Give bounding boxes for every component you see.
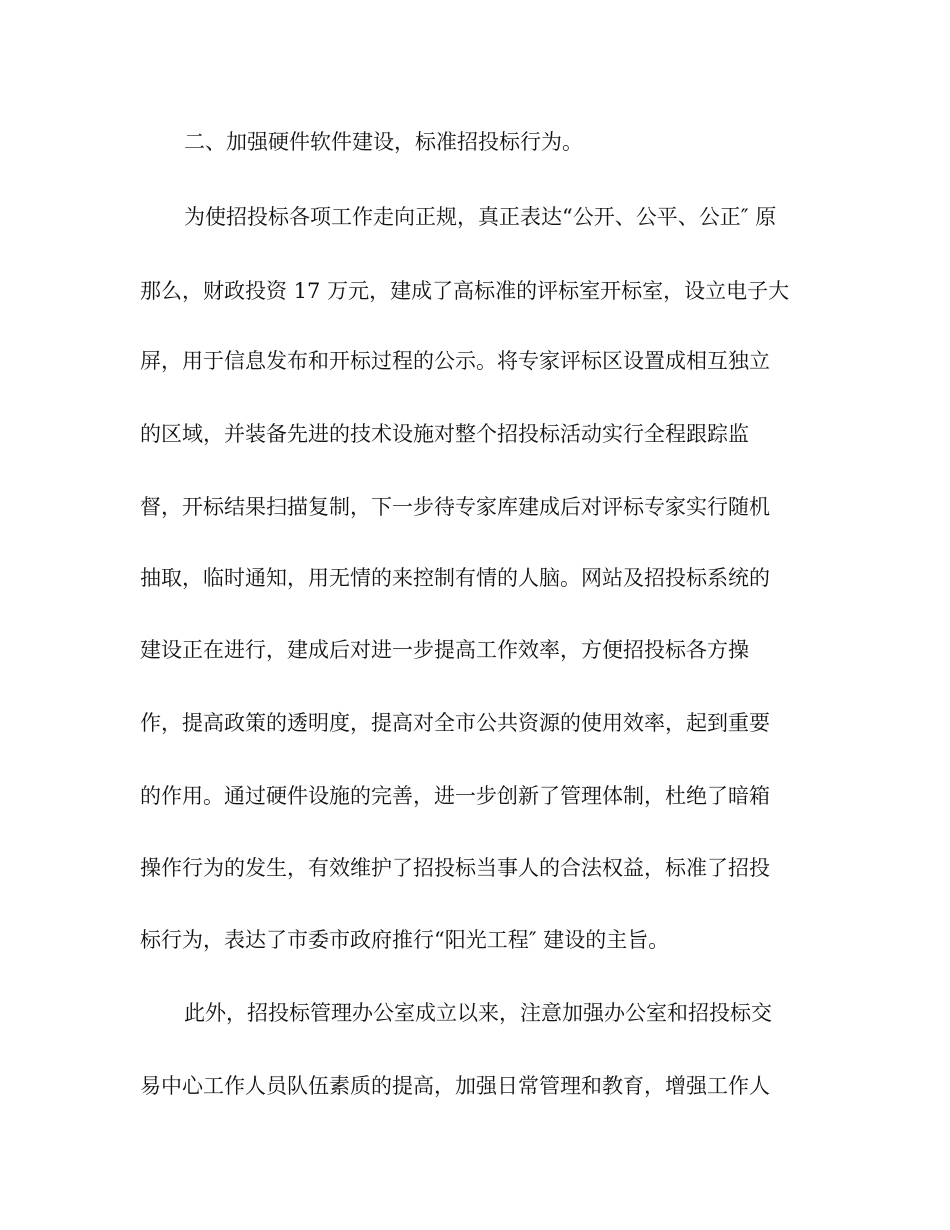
paragraph-line: 易中心工作人员队伍素质的提高，加强日常管理和教育，增强工作人 [140, 1074, 770, 1098]
paragraph-line: 为使招投标各项工作走向正规，真正表达“公开、公平、公正″ 原 [184, 205, 777, 229]
paragraph-line: 抽取，临时通知，用无情的来控制有情的人脑。网站及招投标系统的 [140, 566, 770, 590]
paragraph-line: 那么，财政投资 17 万元，建成了高标准的评标室开标室，设立电子大 [140, 279, 790, 303]
paragraph-line: 操作行为的发生，有效维护了招投标当事人的合法权益，标准了招投 [140, 856, 770, 880]
paragraph-line: 的作用。通过硬件设施的完善，进一步创新了管理体制，杜绝了暗箱 [140, 784, 770, 808]
paragraph-line: 督，开标结果扫描复制，下一步待专家库建成后对评标专家实行随机 [140, 495, 770, 519]
paragraph-line: 标行为，表达了市委市政府推行“阳光工程″ 建设的主旨。 [140, 928, 670, 952]
paragraph-line: 的区域，并装备先进的技术设施对整个招投标活动实行全程跟踪监 [140, 422, 749, 446]
section-heading: 二、加强硬件软件建设，标准招投标行为。 [184, 130, 583, 154]
paragraph-line: 屏，用于信息发布和开标过程的公示。将专家评标区设置成相互独立 [140, 349, 770, 373]
paragraph-line: 此外，招投标管理办公室成立以来，注意加强办公室和招投标交 [184, 1001, 772, 1025]
paragraph-line: 建设正在进行，建成后对进一步提高工作效率，方便招投标各方操 [140, 638, 749, 662]
paragraph-line: 作，提高政策的透明度，提高对全市公共资源的使用效率，起到重要 [140, 711, 770, 735]
